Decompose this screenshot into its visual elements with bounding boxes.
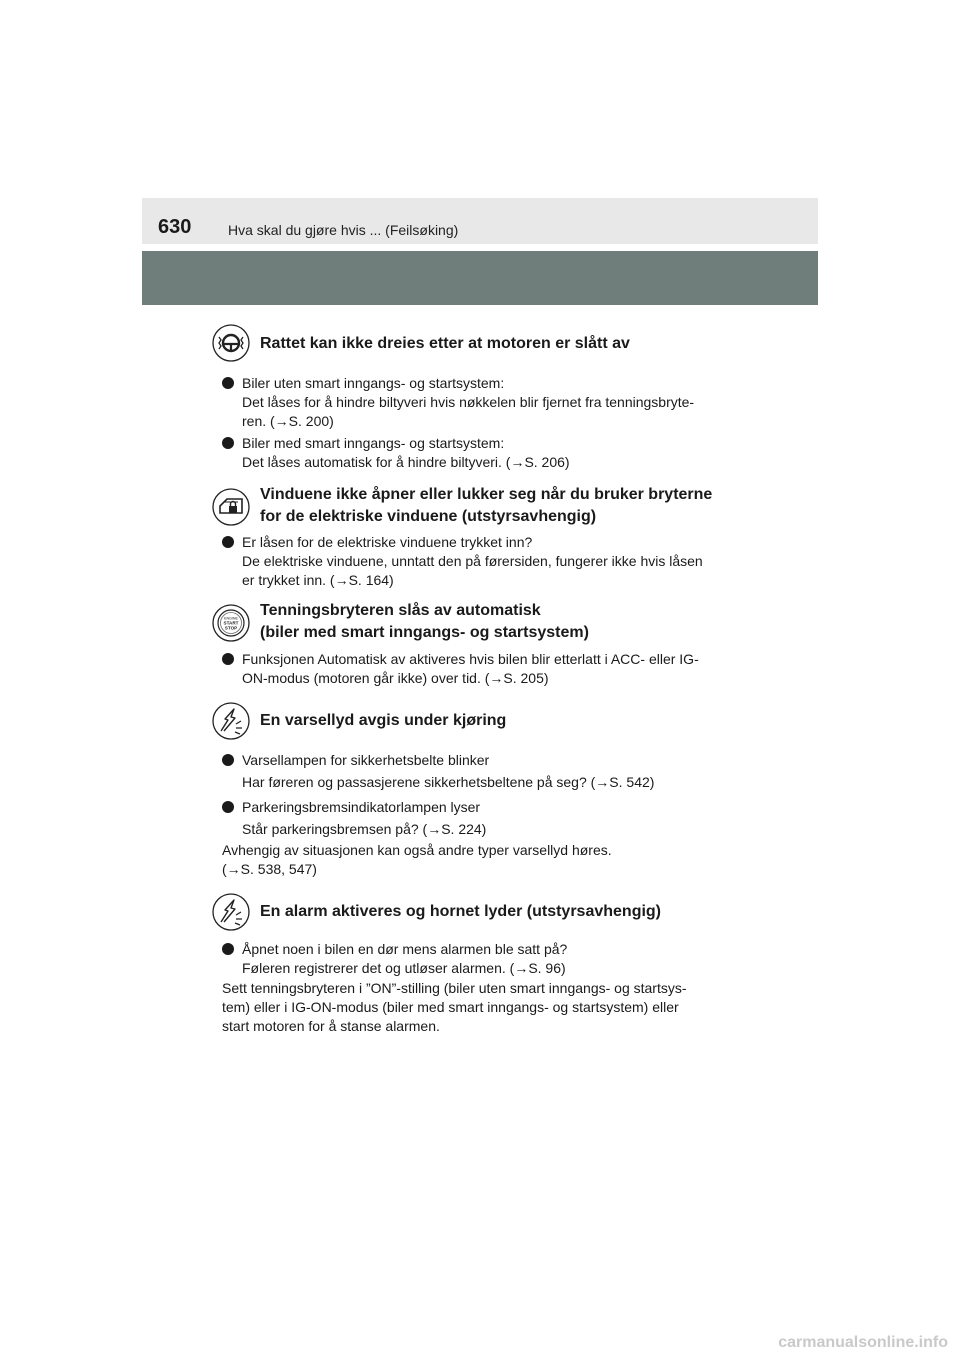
bullet-icon: [222, 943, 234, 955]
svg-text:ENGINE: ENGINE: [224, 616, 238, 621]
bullet-icon: [222, 801, 234, 813]
page-number: 630: [158, 216, 192, 238]
section-title: Vinduene ikke åpner eller lukker seg når du bruker bryterne for de elektriske vinduene (utstyrsavhengig): [260, 486, 713, 525]
window-lock-icon: [212, 488, 250, 526]
section-title: En alarm aktiveres og hornet lyder (utstyrsavhengig): [260, 903, 662, 920]
warning-buzzer-icon: [212, 702, 250, 740]
alarm-horn-icon: [212, 893, 250, 931]
svg-text:START: START: [223, 620, 239, 626]
section-title: Rattet kan ikke dreies etter at motoren er slått av: [260, 335, 630, 352]
bullet-icon: [222, 437, 234, 449]
note-paragraph: Sett tenningsbryteren i ”ON”-stilling (biler uten smart inngangs- og startsys- tem) eller i IG-ON-modus (biler med smart inngangs- og startsystem) eller start motoren for å stanse alarmen.: [222, 980, 687, 1034]
svg-text:STOP: STOP: [224, 625, 238, 631]
bullet-icon: [222, 536, 234, 548]
chapter-title: Hva skal du gjøre hvis ... (Feilsøking): [228, 222, 459, 238]
bullet-icon: [222, 653, 234, 665]
section-title: En varsellyd avgis under kjøring: [260, 712, 507, 729]
watermark-logo: carmanualsonline.info: [778, 1334, 948, 1351]
steering-lock-icon: [212, 324, 250, 362]
section-band: [142, 251, 818, 305]
note-paragraph: Avhengig av situasjonen kan også andre typer varsellyd høres. (→S. 538, 547): [222, 842, 612, 877]
bullet-icon: [222, 377, 234, 389]
engine-start-stop-icon: [212, 604, 250, 642]
bullet-icon: [222, 754, 234, 766]
section-title: Tenningsbryteren slås av automatisk (biler med smart inngangs- og startsystem): [260, 602, 589, 641]
